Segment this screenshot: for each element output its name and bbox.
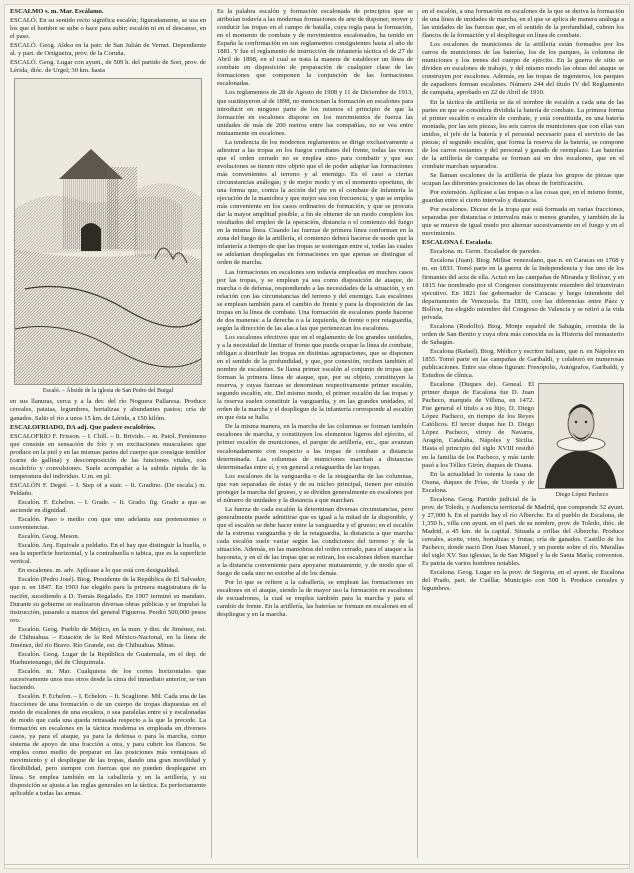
entry-escalona-juan: Escalona (Juan). Biog. Militar venezolano, que n. en Caracas en 1768 y m. en 1833. Tomó parte en la guerra de la Independencia y fue uno de los firmantes del acta de ella. Actuó en las campañas de Miranda y Bolívar, y en 1815 fue nombrado por el Congreso constituyente miembro del triunvirato ejecutivo. En 1821 fue gobernador de Caracas y luego intendente del departamento de Venezuela. En 1830, con las diferencias entre Páez y Bolívar, fue elegido miembro del Congreso de Valencia y se retiró a la vida privada. xyxy=(422,257,624,321)
right-para-6: Por escalones. Dícese de la tropa que está formada en varias fracciones, separadas por distancias o intervalos más o menos grandes, y también de la que se mueve de igual modo por alternar sucesivamente en el fuego y en el movimiento. xyxy=(422,206,624,238)
middle-para-2: Los reglamentos de 28 de Agosto de 1908 y 11 de Diciembre de 1913, que sustituyeron al de 1898, no mencionan la formación en escalones para introducir en ninguno parte de los mismos el principio de que la formación en escalones dispone en los movimientos de fuerza las unidades de más de 200 metros entre las compañías, no se vea entre mutuamente en escalones. xyxy=(217,89,413,137)
entry-escalon-10: Escalón. m. Mar. Cualquiera de los cortes horizontales que sucesivamente unos tras otros desde la cima del inmediato anterior, se van haciendo. xyxy=(10,667,206,692)
entry-escalofrio: ESCALOFRÍO F. Frisson. – I. Chill. – It. Brivido. – m. Patol. Fenómeno que consiste en sensación de frío y en excitaciones musculares que produce en la piel y en las mismas partes del cuerpo que consigue temblor (carne de gallina) y descomposición de las funciones vitales, con escalofrío y convulsiones. Suele acompañar a la subida rápida de la temperatura del individuo. U.m. en pl. xyxy=(10,432,206,480)
church-apse-illustration xyxy=(14,78,202,385)
entry-escalon-5: Escalón. Arq. Equivale a peldaño. En el hay que distinguir la huella, o sea la superficie horizontal, y la contrahuella o tabica, que es la superficie vertical. xyxy=(10,542,206,566)
right-para-3: En la táctica de artillería se da el nombre de escalón a cada una de las partes en que se considera dividida la batería de combate. La primera forma el primer escalón o escalón de combate, y está constituida, en una batería montada, por las seis piezas, los seis carros de municiones que con ellas van unidos, el jefe de la batería y el personal necesario para el servicio de las piezas; el segundo escalón, que forma la reserva de la batería, se compone de los carros restantes y del personal y ganado de reemplazo. Las baterías de la artillería de campaña se forman así en dos escalones, que en el combate marchan separados. xyxy=(422,98,624,170)
column-left xyxy=(10,8,206,860)
entry-escalo-2: ESCALÓ. Geog. Aldea en la parr. de San Julián de Vernet. Dependiente al. y part. de Ortigueira, prov. de la Coruña. xyxy=(10,42,206,58)
entry-escalon-3: Escalón. Paso o medio con que uno adelanta sus pretensiones o conveniencias. xyxy=(10,516,206,532)
entry-escalona-duques: Escalona (Duques de). Geneal. El primer duque de Escalona fue D. Juan Pacheco, marqués de Villena, en 1472. Fue general el título a su hijo, D. Diego López Pacheco, en tiempo de los Reyes Católicos. El tercer duque fue D. Diego López Pacheco, virrey de Navarra, Aragón, Cataluña, Nápoles y Sicilia. Hasta el principio del siglo XVIII residió en la familia de los Pacheco, y más tarde pasó a los Téllez Girón, duques de Osuna. xyxy=(422,381,534,469)
portrait-engraving xyxy=(539,384,623,488)
entry-escalona-osuna: En la actualidad lo ostenta la casa de Osuna, duques de Frías, de Uceda y de Escalona. xyxy=(422,470,534,494)
column-divider xyxy=(211,10,212,858)
church-apse-engraving xyxy=(15,79,201,384)
right-para-4: Se llaman escalones de la artillería de plaza los grupos de piezas que ocupan las diferentes posiciones de las obras de fortificación. xyxy=(422,171,624,187)
entry-escalona-rodolfo: Escalona (Rodolfo). Biog. Monje español de Sahagún, cronista de la orden de San Benito y cuya obra más conocida es la Historia del monasterio de Sahagún. xyxy=(422,322,624,346)
entry-escalon-11: Escalón. F. Echelon. – I. Echelon. – It. Scaglione. Mil. Cada una de las fracciones de una formación o de un cuerpo de tropas dispuestas en el modo de escalones de una escalera, o sea paralelas entre sí y escalonadas de modo que cada una queda retrasada respecto a la que la precede. La formación en escalones en la táctica moderna es empleada en diversos casos, ya para el ataque, ya para la defensa o para la marcha, como sistema de apoyo de una fracción a otra, y para cubrir los flancos. Se emplea como medio de preparar en las posiciones más ventajosas el movimiento y el despliegue de las tropas, dando una gran movilidad y flexibilidad, pero siempre con fuerzas que no pueden desplegarse en línea. Se emplea también en la caballería y en la artillería, y su disposición se ajusta a las reglas generales en la táctica. Es perfectamente aplicable a todas las armas. xyxy=(10,693,206,797)
figure-caption: Escaló. – Ábside de la iglesia de San Pedro del Burgal xyxy=(42,388,174,395)
middle-para-7: Los escalones de la vanguardia o de la retaguardia de las columnas, que van separadas de éstas y de su núcleo principal, tienen por misión proteger la marcha del grueso, y se dividen generalmente en escalones por el número de unidades y la distancia a que marchan. xyxy=(217,472,413,504)
column-divider xyxy=(417,10,418,858)
right-para-2: Los escalones de municiones de la artillería están formados por los carros de municiones de las baterías, los de los parques, la columna de municiones y los trenes del cuerpo de ejército. En la guerra de sitio se dividen en escalones de trabajo, y del mismo modo las obras del ataque se construyen por escalones. Además, en las tropas de ingenieros, los parques de zapadores forman escalones. Número 244 del título IV del Reglamento de campaña, aprobado en 22 de Abril de 1910. xyxy=(422,41,624,97)
entry-escalon-8: Escalón. Geog. Pueblo de Méjico, en la mun. y dist. de Jiménez, est. de Chihuahua. – Estación de la Red México-Nacional, en la línea de Jiménez, del río Bravo. Río Grande, est. de Chihuahua. Minas. xyxy=(10,625,206,649)
entry-escalo-3: ESCALÓ. Geog. Lugar con ayunt., de 509 h. del partido de Sort, prov. de Lérida, dióc. de Urgel; 30 km. hasta xyxy=(10,59,206,75)
middle-para-3: La tendencia de los modernos reglamentos se dirige exclusivamente a adiestrar a las tropas en los fuegos combates del frente, todas las veces que el orden cerrado no se emplea sino para combatir y que sus evoluciones se tienen otro objeto que el de poder adaptar las formaciones más convenientes al terreno y al enemigo. Es el caso a ciertas circunstancias análogas; y de mejor modo y en el momento oportuno, de una forma que, contra la acción del pie en el combate de infantería la ejecución de la maniobra y que mejor sea con frecuencia, y que se emplea más conveniente en los casos ordinarios de formación, y que se procura dar la mayor amplitud posible, a fin de obtener de un modo completo los resultados del empleo de la operación, distancia o el comienzo del fuego en la misma línea. Cuando las fuerzas de primera línea conforman en la zona del fuego de la artillería, el comienzo deberá hacerse de modo que la infantería a tiempo de que las tropas se sostengan entre sí, todas las cuales se adelantan desplegadas en formaciones en que apenas se distingue el orden de marcha. xyxy=(217,138,413,267)
entry-escalofriado: ESCALOFRIADO, DA adj. Que padece escalofríos. xyxy=(10,423,156,431)
entry-escalona-geog-2: Escalona. Geog. Lugar en la prov. de Segovia, en el ayunt. de Escalona del Prado, part. de Cuéllar. Municipio con 500 h. Produce cereales y legumbres. xyxy=(422,569,624,593)
entry-escalona-heading: ESCALONA f. Escalada. xyxy=(422,239,493,247)
right-para-1: en el escalón, a una formación en escalones de la que se deriva la formación de una línea de unidades de marcha, en el que se aplica de manera análoga a las unidades de las fuerzas que, en el sentido de la profundidad, cubren los flancos de la formación y el despliegue en línea de combate. xyxy=(422,8,624,40)
entry-escalo-text: en sus llanuras, cerca y a la der. del río Noguera Pallaresa. Produce cereales, patatas, legumbres, hortalizas y abundantes pastos; cría de ganados. Salto el río a unos 15 km. de Lérida, a 150 kilóm. xyxy=(10,398,206,422)
entry-escalon-2: Escalón. F. Echelon. – I. Grade. – It. Grado. fig. Grado a que se asciende en dignidad. xyxy=(10,498,206,515)
page-bottom-rule xyxy=(4,864,630,865)
middle-para-5: Los escalones efectivos que en el reglamento de los grandes unidades, y a la necesidad de limitar el frente que pueda ocupar la línea de combate, obligan a distribuir las tropas en distintas agrupaciones, que se disponen en el sentido de la profundidad, y que, por conexión, reciben también el nombre de escalones. Se llama primer escalón al conjunto de tropas que forman la primera línea de ataque, que, por su objeto, constituyen la reserva, y cuyas fuerzas se denominan respectivamente primer escalón, segundo escalón, etc. Del mismo modo, el primer escalón de las tropas y la reserva suelen constituir la vanguardia, y en las grandes unidades, el orden de la marcha y el despliegue de la infantería corresponde al escalón en que ésta se halla. xyxy=(217,333,413,422)
right-para-5: Por extensión. Aplícase a las tropas o a las cosas que, en el mismo frente, guardan entre sí cierto intervalo y distancia. xyxy=(422,189,624,205)
entry-escalona-germ: Escalona. m. Germ. Escalador de paredes. xyxy=(430,248,542,256)
portrait-illustration xyxy=(538,383,624,489)
middle-para-4: Las formaciones en escalones son todavía empleadas en muchos casos por las tropas, y se emplean ya sea como disposición de ataque, de marcha o de defensa, respondiendo a las necesidades de la situación, y en relación con las circunstancias del terreno y del enemigo. Las escalones se emplean también para el cambio de frente y para la disposición de las tropas en la línea de combate. Una formación de escalones puede hacerse de dos maneras: a la derecha o a la izquierda, de frente o por retaguardia, según la dirección de las alas a las que pertenezcan los escalones. xyxy=(217,268,413,332)
entry-escalona-geog-1: Escalona. Geog. Partido judicial de la prov. de Toledo, y Audiencia territorial de Madrid, que comprende 32 ayunt. y 27,000 h. En el partido hay el río Alberche. Es el pueblo de Escalona, de 1,350 h., villa con ayunt. en el part. de su nombre, prov. de Toledo, dióc. de Madrid, a 45 km. de la capital. Situada a orillas del Alberche. Produce cereales, aceite, vino, hortalizas y frutas; cría de ganados. Castillo de los Pacheco, donde nació Don Juan Manuel, y un puente sobre el río. Murallas del siglo XV. Sus iglesias, la de San Miguel y la de Santa María; conventos. Es patria de varios hombres notables. xyxy=(422,495,624,568)
entry-escalon-1: ESCALÓN F. Degré. – I. Step of a stair. – It. Gradino. (De escala.) m. Peldaño. xyxy=(10,481,206,497)
entry-escalon-6: En escalones. m. adv. Aplícase a lo que está con desigualdad. xyxy=(18,567,180,575)
column-middle xyxy=(217,8,413,860)
column-right xyxy=(422,8,624,860)
middle-para-8: La fuerza de cada escalón la determinan diversas circunstancias, pero generalmente puede admitirse que es igual a la mitad de la disponible, y que el escalón se debe hacer entre la vanguardia y el grueso; en el escalón de la extrema vanguardia y de la retaguardia, la distancia a que marcha cada escalón suele variar según las condiciones del terreno y de la situación. Además, en las maniobras del orden cerrado, para el ataque a la bayoneta, y en el de las tropas que se retiran, los escalones deben marchar a la distancia conveniente para apoyarse mutuamente, y de modo que el fuego de cada uno no estorbe al de los demás. xyxy=(217,505,413,578)
entry-escalon-9: Escalón. Geog. Lugar de la República de Guatemala, en el dep. de Huehuetenango, del de Chiquimula. xyxy=(10,650,206,666)
portrait-caption: Diego López Pacheco xyxy=(555,492,609,499)
middle-para-1: Es la palabra escalón y formación escalonada de principios que se atribuían todavía a las modernas formaciones de arte de disponer, mover y conducir las tropas en el campo de batalla, cuya regla para la formación, en el momento de combate y de movimientos escalonados, ha tenido en España la confirmación en sus reglamentos consiguientes hasta el año de 1881. Y fue el reglamento de instrucción de infantería táctica el de 27 de Abril de 1898, en el cual se trata la manera de establecer un línea de combate en disposición de preparación de cualquier clase de las formaciones que componen la conjunción de las formaciones escalonadas. xyxy=(217,8,413,88)
encyclopedia-page xyxy=(4,4,630,869)
entry-escalon-4: Escalón. Geog. Meson. xyxy=(18,533,80,541)
entry-escalona-rafael: Escalona (Rafael). Biog. Médico y escritor italiano, que n. en Nápoles en 1855. Tomó parte en las campañas de Garibaldi, y colaboró en numerosas publicaciones. Entre sus obras figuran: Frenópolis, Autógrafos, Garibaldi, y Estudios de clínica. xyxy=(422,347,624,380)
middle-para-9: Por lo que se refiere a la caballería, se emplean las formaciones en escalones en el ataque, siendo la de mayor uso la formación en escalones de escuadrones, la cual se emplea también para la marcha y para el cambio de frente. En la artillería, las baterías se forman en escalones en el despliegue y en la marcha. xyxy=(217,579,413,619)
entry-escalon-7: Escalón (Pedro José). Biog. Presidente de la República de El Salvador, que n. en 1847. En 1903 fue elegido para la primera magistratura de la nación, sucediendo a D. Tomás Regalado. En 1907 terminó su mandato. Durante su gobierno se realizaron diversas obras públicas y se impulsó la instrucción, pasando a manos del general Figueroa. Perdió 500,000 pesos oro. xyxy=(10,576,206,624)
entry-escalo-1: ESCALÓ. En su sentido recto significa escalón; figuradamente, se usa en los que el hombre se sube o hace para subir; escalón ni en el descanso, en el paso. xyxy=(10,17,206,41)
entry-escalmo: ESCALMO s. m. Mar. Escálamo. xyxy=(10,8,104,15)
middle-para-6: De la misma manera, en la marcha de las columnas se forman también escalones de marcha, y constituyen los elementos ligeros del ejército, el primer escalón de municiones, el parque de artillería, etc., que avanzan escalonadamente con respecto a las tropas de combate a distancia determinada. Las columnas de municiones marchan a distancias determinadas entre sí, y en general a retaguardia de las tropas. xyxy=(217,423,413,471)
